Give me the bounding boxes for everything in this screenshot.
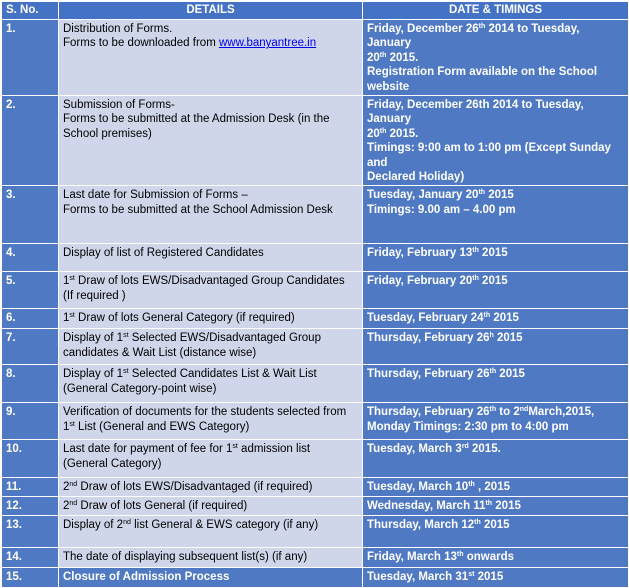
- text-segment: Draw of lots EWS/Disadvantaged (if required): [77, 481, 313, 494]
- text-segment: 2015: [485, 189, 514, 202]
- text-line: [367, 246, 625, 260]
- text-segment: 2015: [496, 368, 525, 381]
- text-segment: Verification of documents for the students selected from: [63, 406, 347, 419]
- text-line: [63, 112, 359, 126]
- text-segment: Display of 1: [63, 332, 124, 345]
- row-number: 9.: [2, 403, 59, 440]
- text-line: [63, 127, 359, 141]
- text-segment: 2015.: [468, 443, 501, 456]
- text-line: [367, 141, 625, 170]
- row-date-timing: [363, 478, 629, 497]
- row-number: 14.: [2, 548, 59, 568]
- text-line: [63, 457, 359, 471]
- text-segment: Forms to be downloaded from: [63, 37, 219, 50]
- text-segment: 1: [63, 275, 70, 288]
- text-segment: 1: [63, 420, 70, 433]
- row-number: 7.: [2, 329, 59, 365]
- row-number: 13.: [2, 516, 59, 548]
- text-segment: 2015: [478, 275, 508, 288]
- row-details: [59, 96, 363, 186]
- ordinal-suffix: rd: [461, 443, 469, 451]
- text-line: [367, 420, 625, 434]
- text-line: [63, 499, 359, 513]
- ordinal-suffix: nd: [69, 481, 78, 489]
- text-segment: Draw of lots General (if required): [77, 500, 248, 513]
- text-segment: Tuesday, March 10: [367, 481, 469, 494]
- table-row: [2, 329, 629, 365]
- text-line: [63, 246, 359, 260]
- text-line: [63, 311, 359, 325]
- text-line: [367, 80, 625, 94]
- row-number: 15.: [2, 568, 59, 588]
- ordinal-suffix: st: [468, 571, 475, 579]
- text-segment: 2015: [474, 571, 504, 584]
- text-segment: Display of 1: [63, 368, 124, 381]
- row-number: 10.: [2, 440, 59, 478]
- text-line: [367, 518, 625, 532]
- text-line: [63, 331, 359, 345]
- row-details: [59, 244, 363, 272]
- row-date-timing: [363, 548, 629, 568]
- ordinal-suffix: th: [478, 189, 486, 197]
- text-segment: list General & EWS category (if any): [130, 519, 319, 532]
- text-segment: 2015: [480, 519, 510, 532]
- text-line: [367, 51, 625, 65]
- text-segment: Thursday, February 26: [367, 406, 490, 419]
- text-line: [63, 382, 359, 396]
- text-line: [63, 203, 359, 217]
- text-segment: onwards: [463, 551, 514, 564]
- ordinal-suffix: th: [478, 23, 486, 30]
- text-line: [367, 442, 625, 456]
- text-segment: 2015: [492, 500, 521, 513]
- row-details: [59, 309, 363, 329]
- table-row: [2, 186, 629, 244]
- text-segment: (General Category-point wise): [63, 382, 217, 395]
- text-line: [63, 289, 359, 303]
- text-segment: , 2015: [474, 481, 510, 494]
- text-segment: Friday, December 26: [367, 23, 479, 35]
- row-number: 2.: [2, 96, 59, 186]
- text-segment: candidates & Wait List (distance wise): [63, 346, 257, 359]
- text-segment: Thursday, February 26: [367, 368, 490, 381]
- header-details: DETAILS: [59, 2, 363, 20]
- row-details: [59, 548, 363, 568]
- text-segment: Friday, March 13: [367, 551, 457, 564]
- ordinal-suffix: th: [489, 406, 497, 414]
- row-date-timing: [363, 186, 629, 244]
- table-row: [2, 548, 629, 568]
- header-dates: DATE & TIMINGS: [363, 2, 629, 20]
- row-details: [59, 272, 363, 309]
- ordinal-suffix: st: [69, 420, 75, 428]
- row-number: 12.: [2, 497, 59, 516]
- table-row: [2, 272, 629, 309]
- table-row: [2, 244, 629, 272]
- table-row: [2, 516, 629, 548]
- ordinal-suffix: th: [474, 519, 481, 527]
- text-line: [63, 480, 359, 494]
- table-row: [2, 478, 629, 497]
- text-segment: 20: [367, 127, 380, 140]
- text-line: [63, 420, 359, 434]
- row-date-timing: [363, 244, 629, 272]
- row-details: [59, 186, 363, 244]
- text-segment: Tuesday, March 31: [367, 571, 469, 584]
- text-line: [367, 188, 625, 202]
- table-header-row: [2, 2, 629, 20]
- text-segment: Closure of Admission Process: [63, 571, 230, 584]
- text-segment: Thursday, February 26: [367, 332, 490, 345]
- text-line: [63, 570, 359, 584]
- row-details: [59, 497, 363, 516]
- text-segment: 20: [367, 51, 380, 64]
- row-date-timing: [363, 20, 629, 96]
- text-line: [367, 550, 625, 564]
- row-details: [59, 478, 363, 497]
- text-line: [367, 367, 625, 381]
- ordinal-suffix: st: [69, 275, 75, 283]
- admission-schedule-table: [1, 1, 629, 588]
- table-row: [2, 365, 629, 403]
- ordinal-suffix: th: [379, 51, 387, 59]
- row-date-timing: [363, 96, 629, 186]
- ordinal-suffix: st: [123, 332, 129, 340]
- row-date-timing: [363, 440, 629, 478]
- text-line: [63, 274, 359, 288]
- text-segment: 1: [63, 312, 70, 325]
- text-line: [63, 22, 359, 36]
- text-segment: Wednesday, March 11: [367, 500, 486, 513]
- header-sno: S. No.: [2, 2, 59, 20]
- row-number: 4.: [2, 244, 59, 272]
- text-line: [367, 127, 625, 141]
- text-segment: 2015: [478, 247, 508, 260]
- row-date-timing: [363, 329, 629, 365]
- text-line: [367, 311, 625, 325]
- row-date-timing: [363, 516, 629, 548]
- ordinal-suffix: th: [485, 500, 493, 508]
- row-number: 8.: [2, 365, 59, 403]
- row-details: [59, 365, 363, 403]
- table-row: [2, 497, 629, 516]
- text-line: [367, 499, 625, 513]
- row-number: 11.: [2, 478, 59, 497]
- text-segment: The date of displaying subsequent list(s) (if any): [63, 551, 308, 564]
- row-details: [59, 403, 363, 440]
- text-segment: Draw of lots General Category (if required): [74, 312, 295, 325]
- text-line: [367, 203, 625, 217]
- text-line: [367, 170, 625, 184]
- row-details: [59, 516, 363, 548]
- text-line: [367, 22, 625, 51]
- text-segment: Friday, February 13: [367, 247, 473, 260]
- text-segment: Registration Form available on the School: [367, 66, 598, 79]
- row-number: 3.: [2, 186, 59, 244]
- table-row: [2, 20, 629, 96]
- row-details: [59, 568, 363, 588]
- ordinal-suffix: st: [232, 443, 238, 451]
- text-line: [63, 36, 359, 50]
- text-segment: Declared Holiday): [367, 171, 465, 184]
- text-segment: 2015: [490, 312, 519, 325]
- text-segment: 2: [63, 481, 70, 494]
- text-line: [367, 480, 625, 494]
- text-segment: admission list: [237, 443, 311, 456]
- ordinal-suffix: th: [456, 551, 464, 559]
- row-details: [59, 20, 363, 96]
- text-segment: Display of list of Registered Candidates: [63, 247, 264, 260]
- table-row: [2, 309, 629, 329]
- text-segment: List (General and EWS Category): [74, 420, 250, 433]
- ordinal-suffix: th: [379, 127, 387, 135]
- row-number: 1.: [2, 20, 59, 96]
- row-details: [59, 329, 363, 365]
- text-segment: Tuesday, February 24: [367, 312, 484, 325]
- text-segment: Forms to be submitted at the School Admission Desk: [63, 203, 333, 216]
- ordinal-suffix: th: [472, 247, 479, 255]
- text-line: [367, 274, 625, 288]
- ordinal-suffix: th: [468, 481, 475, 489]
- row-date-timing: [363, 497, 629, 516]
- text-segment: Friday, December 26th 2014 to Tuesday, January: [367, 99, 584, 126]
- row-date-timing: [363, 403, 629, 440]
- text-segment: Thursday, March 12: [367, 519, 475, 532]
- ordinal-suffix: st: [123, 368, 129, 376]
- text-segment: 2015.: [386, 127, 419, 140]
- text-line: [367, 405, 625, 419]
- website-link[interactable]: www.banyantree.in: [218, 37, 317, 50]
- ordinal-suffix: th: [472, 275, 479, 283]
- text-segment: March,2015,: [528, 406, 595, 419]
- text-segment: Last date for Submission of Forms –: [63, 189, 248, 202]
- text-segment: website: [367, 80, 410, 93]
- text-line: [63, 98, 359, 112]
- text-segment: Forms to be submitted at the Admission Desk (in the: [63, 113, 330, 126]
- text-segment: Friday, February 20: [367, 275, 473, 288]
- text-segment: Monday Timings: 2:30 pm to 4:00 pm: [367, 420, 569, 433]
- ordinal-suffix: nd: [123, 519, 131, 527]
- text-line: [367, 98, 625, 127]
- text-segment: 2: [63, 500, 70, 513]
- text-segment: Distribution of Forms.: [63, 23, 173, 35]
- table-row: [2, 96, 629, 186]
- text-line: [367, 331, 625, 345]
- ordinal-suffix: th: [489, 368, 497, 376]
- ordinal-suffix: h: [489, 332, 494, 340]
- ordinal-suffix: th: [483, 312, 491, 320]
- text-segment: 2015: [493, 332, 523, 345]
- text-line: [63, 367, 359, 381]
- text-segment: Tuesday, January 20: [367, 189, 479, 202]
- text-line: [367, 570, 625, 584]
- text-segment: (General Category): [63, 457, 162, 470]
- text-segment: School premises): [63, 127, 152, 140]
- text-line: [63, 188, 359, 202]
- row-number: 5.: [2, 272, 59, 309]
- table-row: [2, 403, 629, 440]
- row-date-timing: [363, 365, 629, 403]
- text-line: [367, 65, 625, 79]
- ordinal-suffix: nd: [69, 500, 78, 508]
- ordinal-suffix: st: [69, 312, 75, 320]
- text-segment: Tuesday, March 3: [367, 443, 462, 456]
- text-segment: Display of 2: [63, 519, 124, 532]
- table-row: [2, 440, 629, 478]
- text-segment: to 2: [496, 406, 520, 419]
- text-line: [63, 405, 359, 419]
- text-segment: Timings: 9.00 am – 4.00 pm: [367, 203, 516, 216]
- row-number: 6.: [2, 309, 59, 329]
- ordinal-suffix: nd: [519, 406, 529, 414]
- row-date-timing: [363, 272, 629, 309]
- table-row: [2, 568, 629, 588]
- text-segment: Draw of lots EWS/Disadvantaged Group Candidates: [74, 275, 345, 288]
- text-segment: 2014 to Tuesday, January: [367, 23, 580, 50]
- row-date-timing: [363, 568, 629, 588]
- text-line: [63, 346, 359, 360]
- text-segment: Selected EWS/Disadvantaged Group: [128, 332, 321, 345]
- text-segment: 2015.: [386, 51, 419, 64]
- text-segment: (If required ): [63, 289, 126, 302]
- text-line: [63, 550, 359, 564]
- text-line: [63, 518, 359, 532]
- row-details: [59, 440, 363, 478]
- text-segment: Selected Candidates List & Wait List: [128, 368, 317, 381]
- text-segment: Submission of Forms-: [63, 99, 175, 112]
- text-segment: Timings: 9:00 am to 1:00 pm (Except Sunday and: [367, 142, 611, 169]
- row-date-timing: [363, 309, 629, 329]
- text-segment: Last date for payment of fee for 1: [63, 443, 233, 456]
- text-line: [63, 442, 359, 456]
